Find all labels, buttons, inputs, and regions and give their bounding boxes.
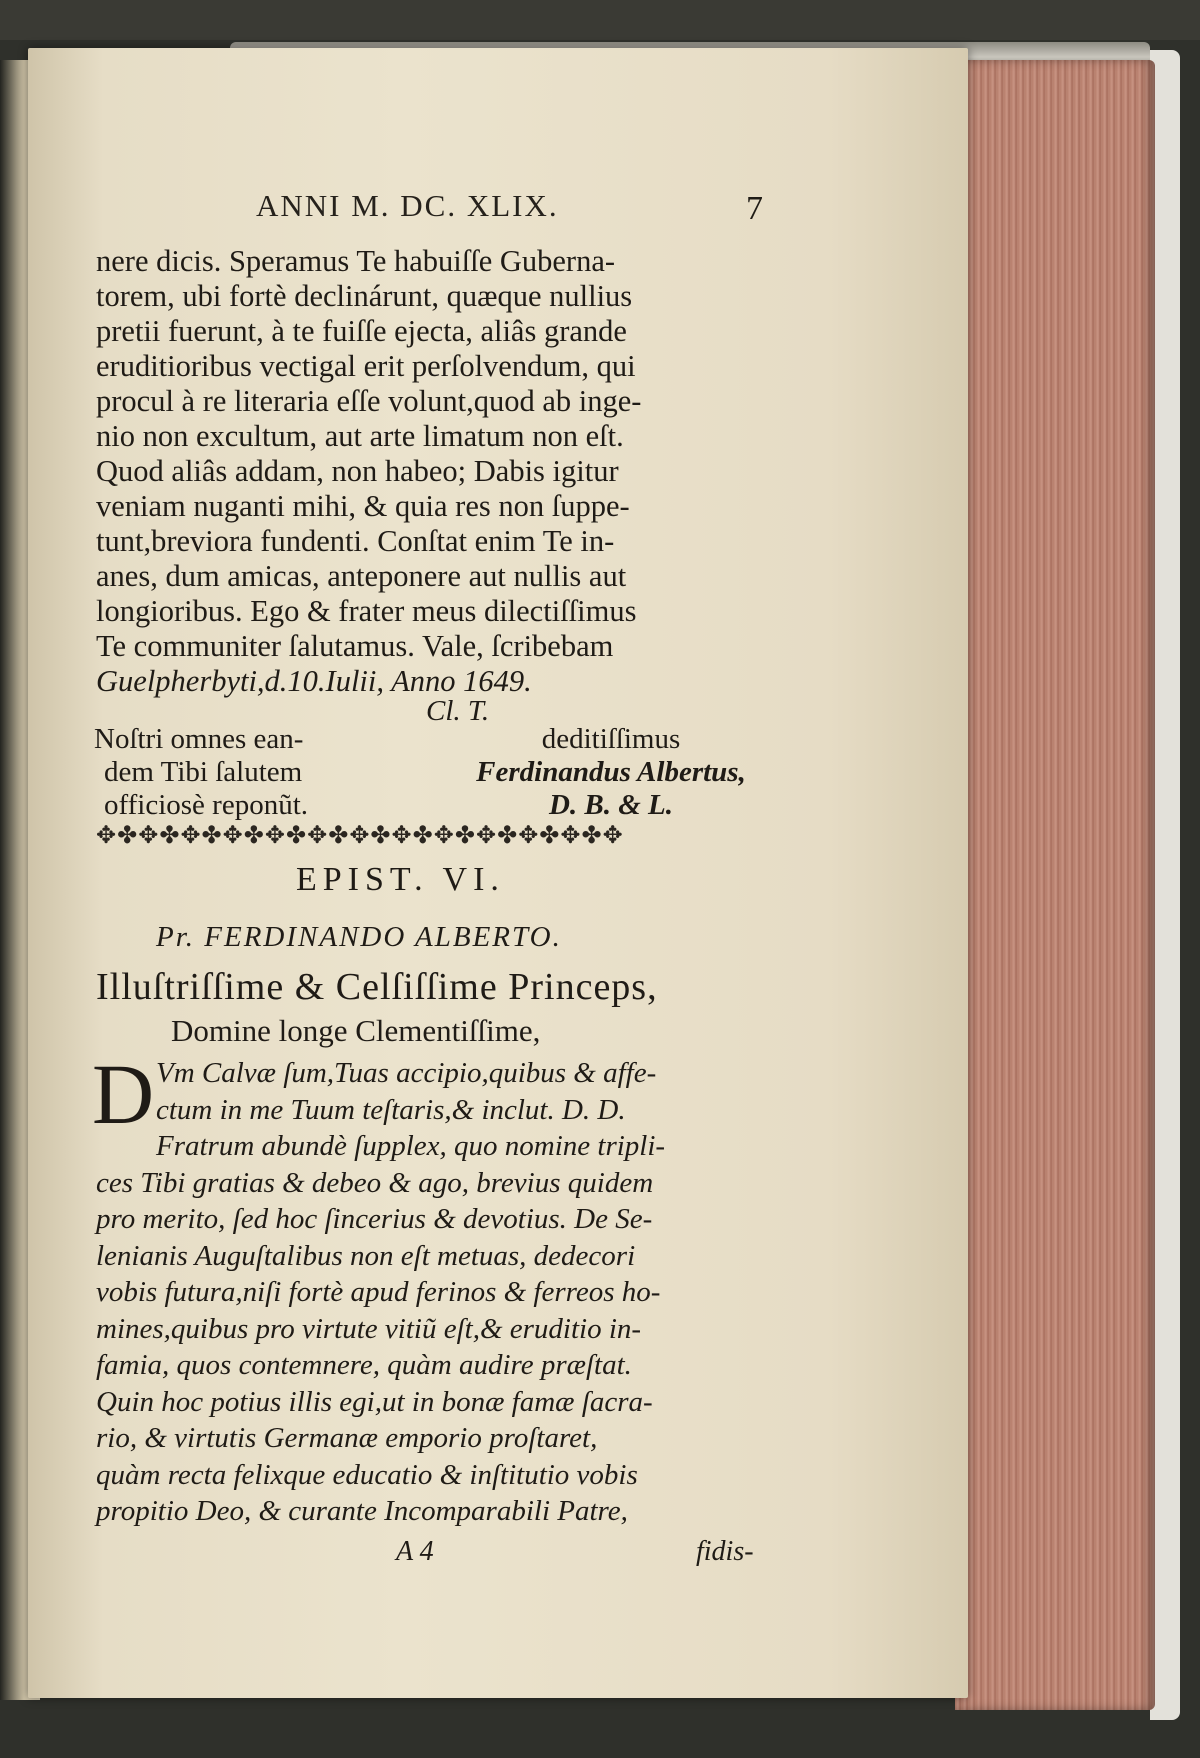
text-line: procul à re literaria eſſe volunt,quod ab inge- [96, 384, 642, 418]
text-line: tunt,breviora fundenti. Conſtat enim Te in- [96, 524, 615, 558]
text-line: pretii fuerunt, à te fuiſſe ejecta, aliâs grande [96, 314, 627, 348]
body-line: famia, quos contemnere, quàm audire præſtat. [96, 1349, 632, 1381]
text-line: Quod aliâs addam, non habeo; Dabis igitur [96, 454, 619, 488]
address-abbreviation: Cl. T. [426, 695, 490, 727]
body-line: quàm recta felixque educatio & inſtitutio vobis [96, 1458, 638, 1491]
text-line: nio non excultum, aut arte limatum non eſt. [96, 419, 624, 453]
ornamental-divider: ✥✤✥✤✥✤✥✤✥✤✥✤✥✤✥✤✥✤✥✤✥✤✥✤✥ [96, 821, 624, 849]
greeting-block [94, 723, 394, 822]
letter-v-text [96, 244, 796, 699]
text-line: eruditioribus vectigal erit perſolvendum, qui [96, 349, 636, 383]
signature-mark: A 4 [396, 1535, 434, 1567]
signature-line: deditiſſimus [541, 723, 681, 755]
running-head [96, 188, 796, 244]
body-line: Fratrum abundè ſupplex, quo nomine tripli- [156, 1130, 666, 1162]
book-page [28, 48, 968, 1698]
body-line: mines,quibus pro virtute vitiũ eſt,& eruditio in- [96, 1312, 642, 1345]
greeting-line: Noſtri omnes ean- [94, 723, 304, 755]
catchword: fidis- [696, 1535, 754, 1567]
body-line: lenianis Auguſtalibus non eſt metuas, dedecori [96, 1239, 636, 1272]
body-line: pro merito, ſed hoc ſincerius & devotius. De Se- [96, 1203, 653, 1235]
body-line: Quin hoc potius illis egi,ut in bonæ famæ ſacra- [96, 1385, 653, 1418]
page-footer [96, 1536, 796, 1576]
page-number: 7 [746, 190, 763, 227]
running-title: ANNI M. DC. XLIX. [256, 188, 559, 223]
text-line: Guelpherbyti,d.10.Iulii, Anno 1649. [96, 664, 532, 698]
epistle-body [92, 1046, 796, 1530]
page-text-block [92, 188, 796, 1576]
body-line: rio, & virtutis Germanæ emporio proſtaret, [96, 1422, 598, 1454]
letter-closing [94, 695, 796, 821]
greeting-line: dem Tibi ſalutem [104, 756, 303, 788]
text-line: torem, ubi fortè declinárunt, quæque nullius [96, 279, 633, 313]
greeting-line: officiosè reponũt. [104, 789, 309, 821]
salutation-line-2: Domine longe Clementiſſime, [171, 1013, 541, 1048]
epistle-heading: EPIST. VI. [296, 861, 505, 898]
page-edges-stack [955, 60, 1155, 1710]
body-line: ctum in me Tuum teſtaris,& inclut. D. D. [156, 1093, 626, 1126]
signature-title: D. B. & L. [548, 789, 674, 821]
body-line: vobis futura,niſi fortè apud ferinos & ferreos ho- [96, 1276, 661, 1308]
signature-block [446, 723, 776, 822]
body-line: ces Tibi gratias & debeo & ago, brevius quidem [96, 1166, 654, 1199]
text-line: veniam nuganti mihi, & quia res non ſuppe- [96, 489, 630, 523]
text-line: nere dicis. Speramus Te habuiſſe Guberna- [96, 244, 616, 278]
epistle-recipient: Pr. FERDINANDO ALBERTO. [156, 921, 562, 953]
body-line: Vm Calvæ ſum,Tuas accipio,quibus & affe- [156, 1057, 657, 1089]
text-line: anes, dum amicas, anteponere aut nullis aut [96, 559, 627, 593]
body-line: propitio Deo, & curante Incomparabili Patre, [96, 1495, 628, 1527]
text-line: longioribus. Ego & frater meus dilectiſſimus [96, 594, 637, 628]
drop-cap: D [92, 1046, 155, 1142]
signature-name: Ferdinandus Albertus, [476, 756, 746, 788]
salutation-line-1: Illuſtriſſime & Celſiſſime Princeps, [96, 966, 658, 1008]
text-line: Te communiter ſalutamus. Vale, ſcribebam [96, 629, 614, 663]
